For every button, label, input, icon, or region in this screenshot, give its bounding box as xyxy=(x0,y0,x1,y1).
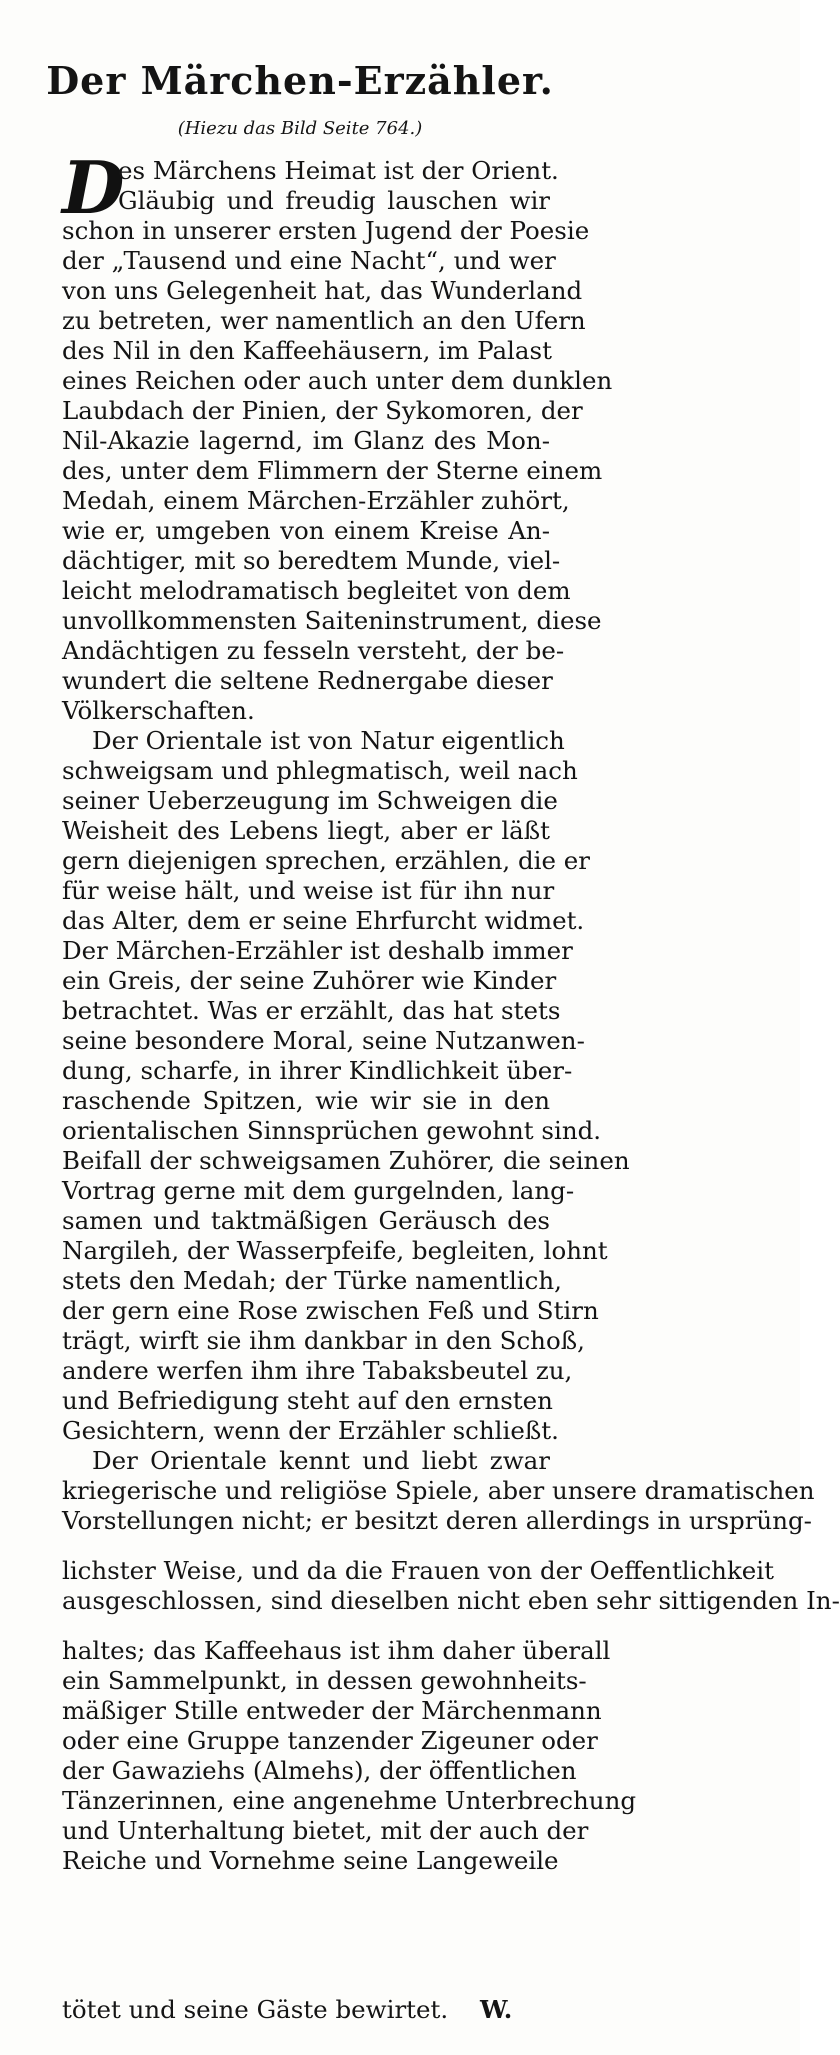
text-line: seiner Ueberzeugung im Schweigen die xyxy=(62,786,558,815)
text-line: eines Reichen oder auch unter dem dunklen xyxy=(62,366,613,395)
text-line: Völkerschaften. xyxy=(62,696,255,725)
text-line: Weisheit des Lebens liegt, aber er läßt xyxy=(62,816,550,845)
text-line: oder eine Gruppe tanzender Zigeuner oder xyxy=(62,1726,598,1755)
text-line: zu betreten, wer namentlich an den Ufern xyxy=(62,306,586,335)
text-line: des Nil in den Kaffeehäusern, im Palast xyxy=(62,336,552,365)
text-line: Nargileh, der Wasserpfeife, begleiten, lohnt xyxy=(62,1236,608,1265)
text-line: Andächtigen zu fesseln versteht, der be- xyxy=(62,636,565,665)
text-line: Beifall der schweigsamen Zuhörer, die seinen xyxy=(62,1146,630,1175)
text-line: Der Orientale ist von Natur eigentlich xyxy=(92,726,565,755)
text-line: Medah, einem Märchen-Erzähler zuhört, xyxy=(62,486,570,515)
text-line: Laubdach der Pinien, der Sykomoren, der xyxy=(62,396,583,425)
text-line: Reiche und Vornehme seine Langeweile xyxy=(62,1846,559,1875)
text-line: raschende Spitzen, wie wir sie in den xyxy=(62,1086,550,1115)
text-line: kriegerische und religiöse Spiele, aber unsere dramatischen xyxy=(62,1476,815,1505)
text-line: ausgeschlossen, sind dieselben nicht eben sehr sittigenden In- xyxy=(62,1586,840,1615)
article-subtitle: (Hiezu das Bild Seite 764.) xyxy=(177,118,423,139)
text-line: es Märchens Heimat ist der Orient. xyxy=(118,156,559,185)
text-line: betrachtet. Was er erzählt, das hat stets xyxy=(62,996,561,1025)
drop-cap-initial: D xyxy=(62,145,125,230)
article-title: Der Märchen-Erzähler. xyxy=(46,58,554,103)
text-line: Der Orientale kennt und liebt zwar xyxy=(92,1446,550,1475)
text-line: andere werfen ihm ihre Tabaksbeutel zu, xyxy=(62,1356,573,1385)
text-line: gern diejenigen sprechen, erzählen, die er xyxy=(62,846,590,875)
text-line: Gläubig und freudig lauschen wir xyxy=(118,186,550,215)
text-line: für weise hält, und weise ist für ihn nur xyxy=(62,876,555,905)
text-line: der „Tausend und eine Nacht“, und wer xyxy=(62,246,556,275)
text-line: Vortrag gerne mit dem gurgelnden, lang- xyxy=(62,1176,575,1205)
text-line: lichster Weise, und da die Frauen von der Oeffentlichkeit xyxy=(62,1556,774,1585)
text-line: Nil-Akazie lagernd, im Glanz des Mon- xyxy=(62,426,550,455)
text-line: des, unter dem Flimmern der Sterne einem xyxy=(62,456,603,485)
text-line: dung, scharfe, in ihrer Kindlichkeit über- xyxy=(62,1056,573,1085)
text-line: von uns Gelegenheit hat, das Wunderland xyxy=(62,276,583,305)
text-line: trägt, wirft sie ihm dankbar in den Schoß, xyxy=(62,1326,585,1355)
text-line: Vorstellungen nicht; er besitzt deren allerdings in ursprüng- xyxy=(62,1506,812,1535)
text-line: ein Sammelpunkt, in dessen gewohnheits- xyxy=(62,1666,587,1695)
text-line: und Befriedigung steht auf den ernsten xyxy=(62,1386,553,1415)
text-line: wie er, umgeben von einem Kreise An- xyxy=(62,516,550,545)
text-line: schweigsam und phlegmatisch, weil nach xyxy=(62,756,578,785)
text-line: haltes; das Kaffeehaus ist ihm daher überall xyxy=(62,1636,611,1665)
text-line: mäßiger Stille entweder der Märchenmann xyxy=(62,1696,602,1725)
text-line: schon in unserer ersten Jugend der Poesie xyxy=(62,216,590,245)
text-line: ein Greis, der seine Zuhörer wie Kinder xyxy=(62,966,557,995)
text-line: der Gawaziehs (Almehs), der öffentlichen xyxy=(62,1756,577,1785)
text-line: Der Märchen-Erzähler ist deshalb immer xyxy=(62,936,573,965)
text-line: und Unterhaltung bietet, mit der auch der xyxy=(62,1816,589,1845)
text-line: dächtiger, mit so beredtem Munde, viel- xyxy=(62,546,561,575)
text-line: Tänzerinnen, eine angenehme Unterbrechung xyxy=(62,1786,637,1815)
text-line: tötet und seine Gäste bewirtet. xyxy=(62,1995,449,2024)
text-line: wundert die seltene Rednergabe dieser xyxy=(62,666,553,695)
author-signature: W. xyxy=(480,1995,513,2024)
text-line: seine besondere Moral, seine Nutzanwen- xyxy=(62,1026,585,1055)
text-line: samen und taktmäßigen Geräusch des xyxy=(62,1206,550,1235)
text-line: das Alter, dem er seine Ehrfurcht widmet. xyxy=(62,906,585,935)
text-line: leicht melodramatisch begleitet von dem xyxy=(62,576,571,605)
text-line: unvollkommensten Saiteninstrument, diese xyxy=(62,606,602,635)
text-line: stets den Medah; der Türke namentlich, xyxy=(62,1266,562,1295)
text-line: Gesichtern, wenn der Erzähler schließt. xyxy=(62,1416,559,1445)
text-line: der gern eine Rose zwischen Feß und Stirn xyxy=(62,1296,599,1325)
text-line: orientalischen Sinnsprüchen gewohnt sind. xyxy=(62,1116,602,1145)
